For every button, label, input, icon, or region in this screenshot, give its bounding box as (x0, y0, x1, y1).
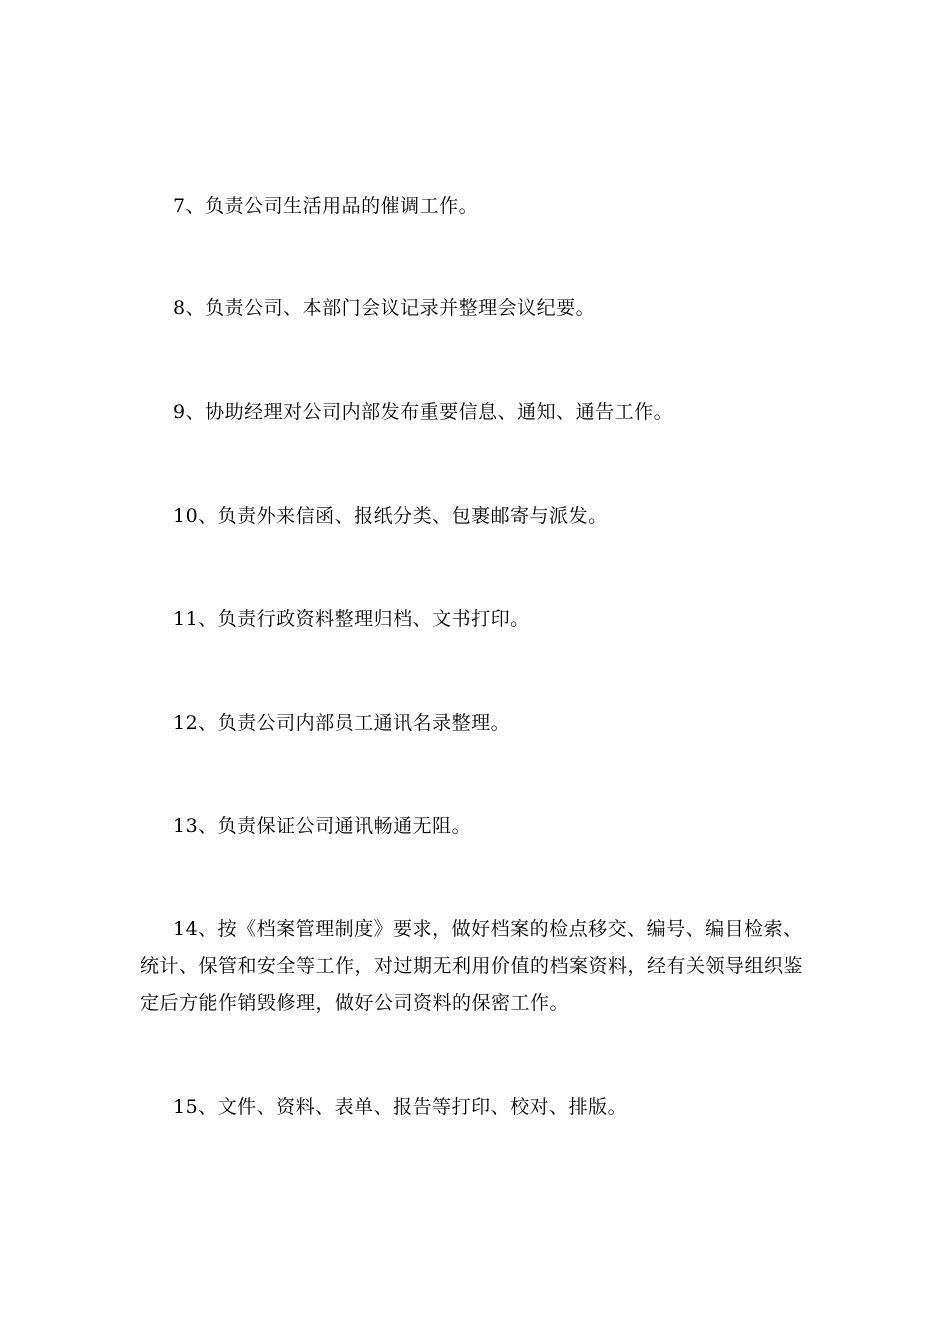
paragraph-item-11: 11、负责行政资料整理归档、文书打印。 (173, 608, 530, 630)
paragraph-item-8: 8、负责公司、本部门会议记录并整理会议纪要。 (173, 297, 596, 319)
paragraph-item-14: 14、按《档案管理制度》要求，做好档案的检点移交、编号、编目检索、统计、保管和安全等工作，对过期无利用价值的档案资料，经有关领导组织鉴定后方能作销毁修理，做好公司资料的保密工作。 (140, 918, 804, 1014)
paragraph-item-12: 12、负责公司内部员工通讯名录整理。 (173, 712, 511, 734)
paragraph-item-13: 13、负责保证公司通讯畅通无阻。 (173, 815, 472, 837)
paragraph-item-7: 7、负责公司生活用品的催调工作。 (173, 195, 479, 217)
paragraph-item-9: 9、协助经理对公司内部发布重要信息、通知、通告工作。 (173, 401, 674, 423)
paragraph-item-15: 15、文件、资料、表单、报告等打印、校对、排版。 (173, 1096, 628, 1118)
paragraph-item-10: 10、负责外来信函、报纸分类、包裹邮寄与派发。 (173, 505, 608, 527)
